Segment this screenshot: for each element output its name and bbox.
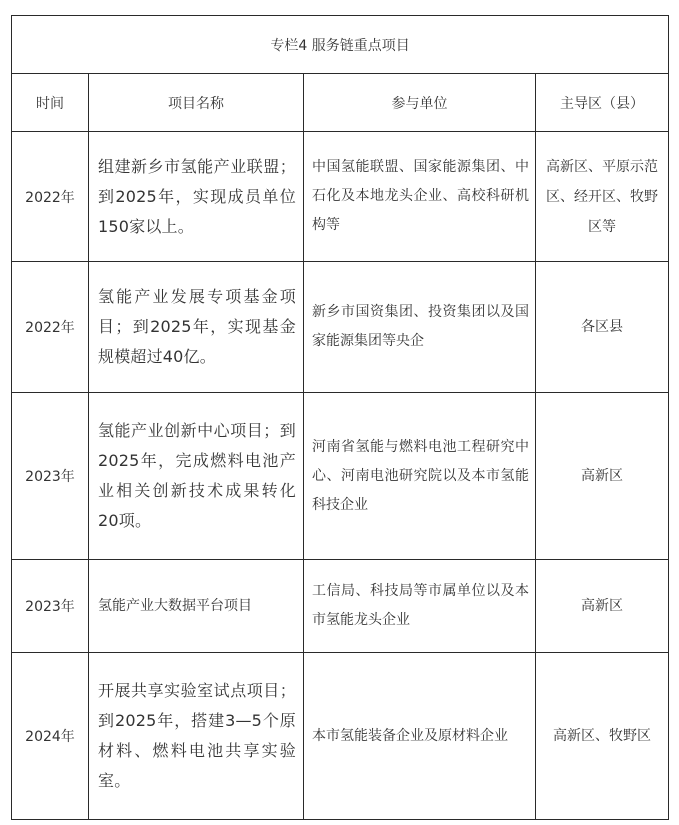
row-participants: 河南省氢能与燃料电池工程研究中心、河南电池研究院以及本市氢能科技企业 [304,393,536,560]
row-lead-district: 高新区 [536,560,669,653]
table-row [12,132,669,262]
table-row [12,560,669,653]
key-projects-table [11,15,669,820]
row-lead-district: 高新区、平原示范区、经开区、牧野区等 [536,132,669,262]
row-participants: 本市氢能装备企业及原材料企业 [304,653,536,820]
header-participants: 参与单位 [304,74,536,132]
table-row [12,653,669,820]
table-title: 专栏4 服务链重点项目 [12,16,669,74]
row-project-name: 氢能产业大数据平台项目 [89,560,304,653]
row-project-name: 氢能产业创新中心项目；到2025年，完成燃料电池产业相关创新技术成果转化20项。 [89,393,304,560]
row-participants: 中国氢能联盟、国家能源集团、中石化及本地龙头企业、高校科研机构等 [304,132,536,262]
table-row [12,393,669,560]
header-lead-district: 主导区（县） [536,74,669,132]
row-project-name: 开展共享实验室试点项目；到2025年，搭建3—5个原材料、燃料电池共享实验室。 [89,653,304,820]
row-project-name: 氢能产业发展专项基金项目；到2025年，实现基金规模超过40亿。 [89,262,304,393]
row-time: 2022年 [12,132,89,262]
row-lead-district: 各区县 [536,262,669,393]
row-time: 2022年 [12,262,89,393]
row-lead-district: 高新区 [536,393,669,560]
table-row [12,262,669,393]
row-project-name: 组建新乡市氢能产业联盟；到2025年，实现成员单位150家以上。 [89,132,304,262]
row-time: 2023年 [12,560,89,653]
row-participants: 新乡市国资集团、投资集团以及国家能源集团等央企 [304,262,536,393]
header-time: 时间 [12,74,89,132]
table-header-row [12,74,669,132]
row-time: 2023年 [12,393,89,560]
table-title-row [12,16,669,74]
header-project-name: 项目名称 [89,74,304,132]
row-lead-district: 高新区、牧野区 [536,653,669,820]
row-participants: 工信局、科技局等市属单位以及本市氢能龙头企业 [304,560,536,653]
row-time: 2024年 [12,653,89,820]
